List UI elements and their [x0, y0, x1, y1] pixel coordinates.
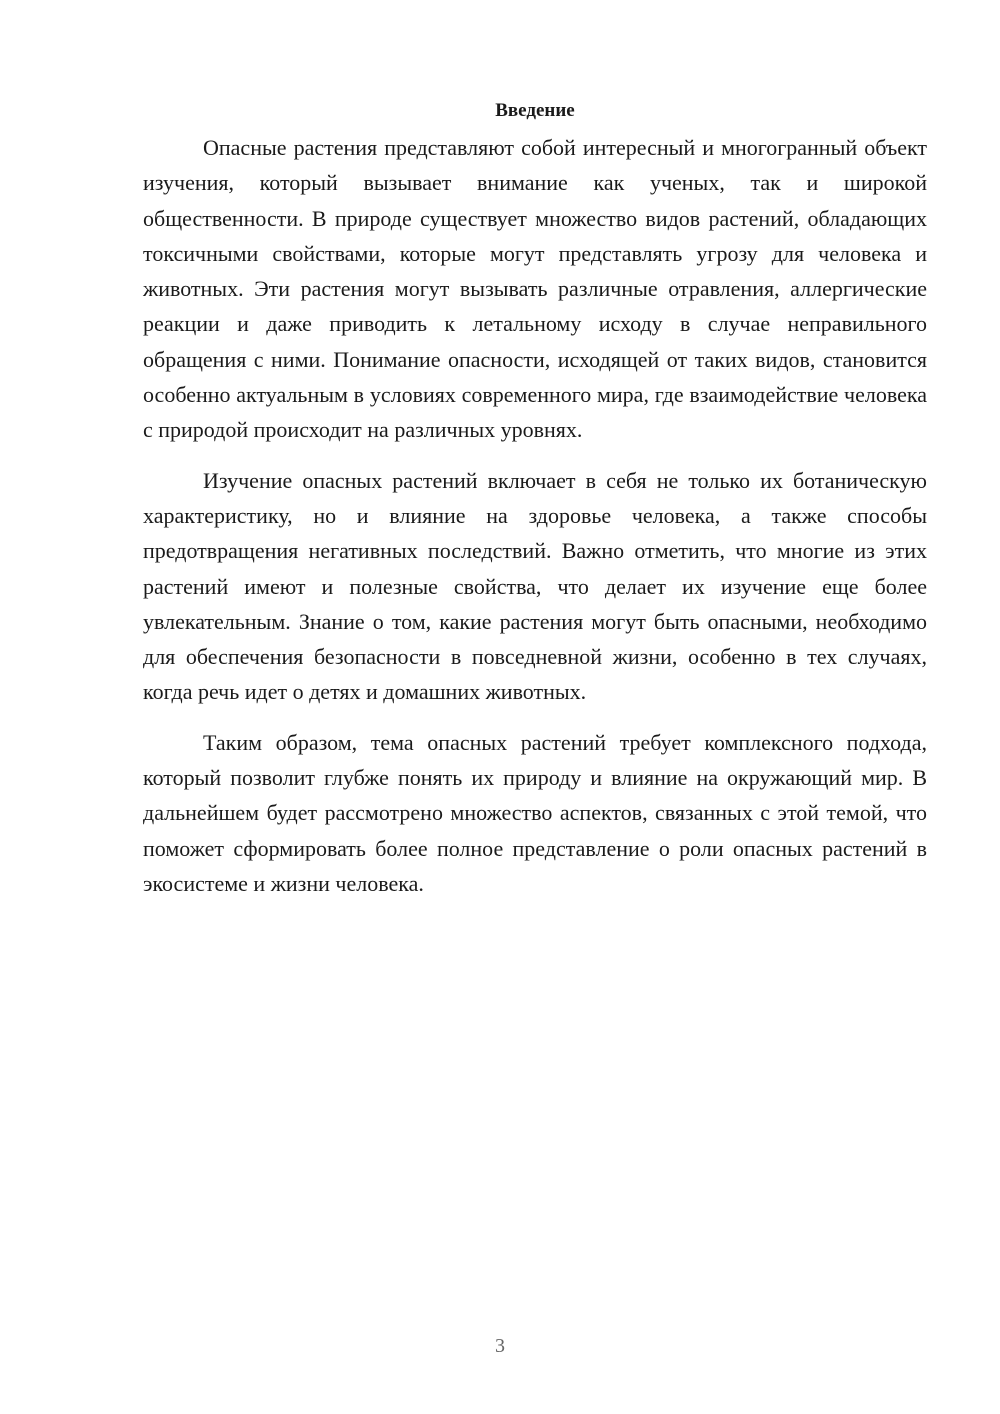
page-content	[143, 96, 927, 916]
paragraph-2: Изучение опасных растений включает в себя не только их ботаническую характеристику, но и влияние на здоровье человека, а также способы предотвращения негативных последствий. Важно отметить, что многие из этих растений имеют и полезные свойства, что делает их изучение еще более увлекательным. Знание о том, какие растения могут быть опасными, необходимо для обеспечения безопасности в повседневной жизни, особенно в тех случаях, когда речь идет о детях и домашних животных.	[143, 467, 927, 705]
section-heading: Введение	[495, 100, 575, 121]
page-number: 3	[495, 1335, 505, 1357]
paragraph-1: Опасные растения представляют собой интересный и многогранный объект изучения, который вызывает внимание как ученых, так и широкой общественности. В природе существует множество видов растений, обладающих токсичными свойствами, которые могут представлять угрозу для человека и животных. Эти растения могут вызывать различные отравления, аллергические реакции и даже приводить к летальному исходу в случае неправильного обращения с ними. Понимание опасности, исходящей от таких видов, становится особенно актуальным в условиях современного мира, где взаимодействие человека с природой происходит на различных уровнях.	[143, 135, 927, 443]
paragraph-3: Таким образом, тема опасных растений требует комплексного подхода, который позволит глубже понять их природу и влияние на окружающий мир. В дальнейшем будет рассмотрено множество аспектов, связанных с этой темой, что поможет сформировать более полное представление о роли опасных растений в экосистеме и жизни человека.	[143, 729, 927, 896]
